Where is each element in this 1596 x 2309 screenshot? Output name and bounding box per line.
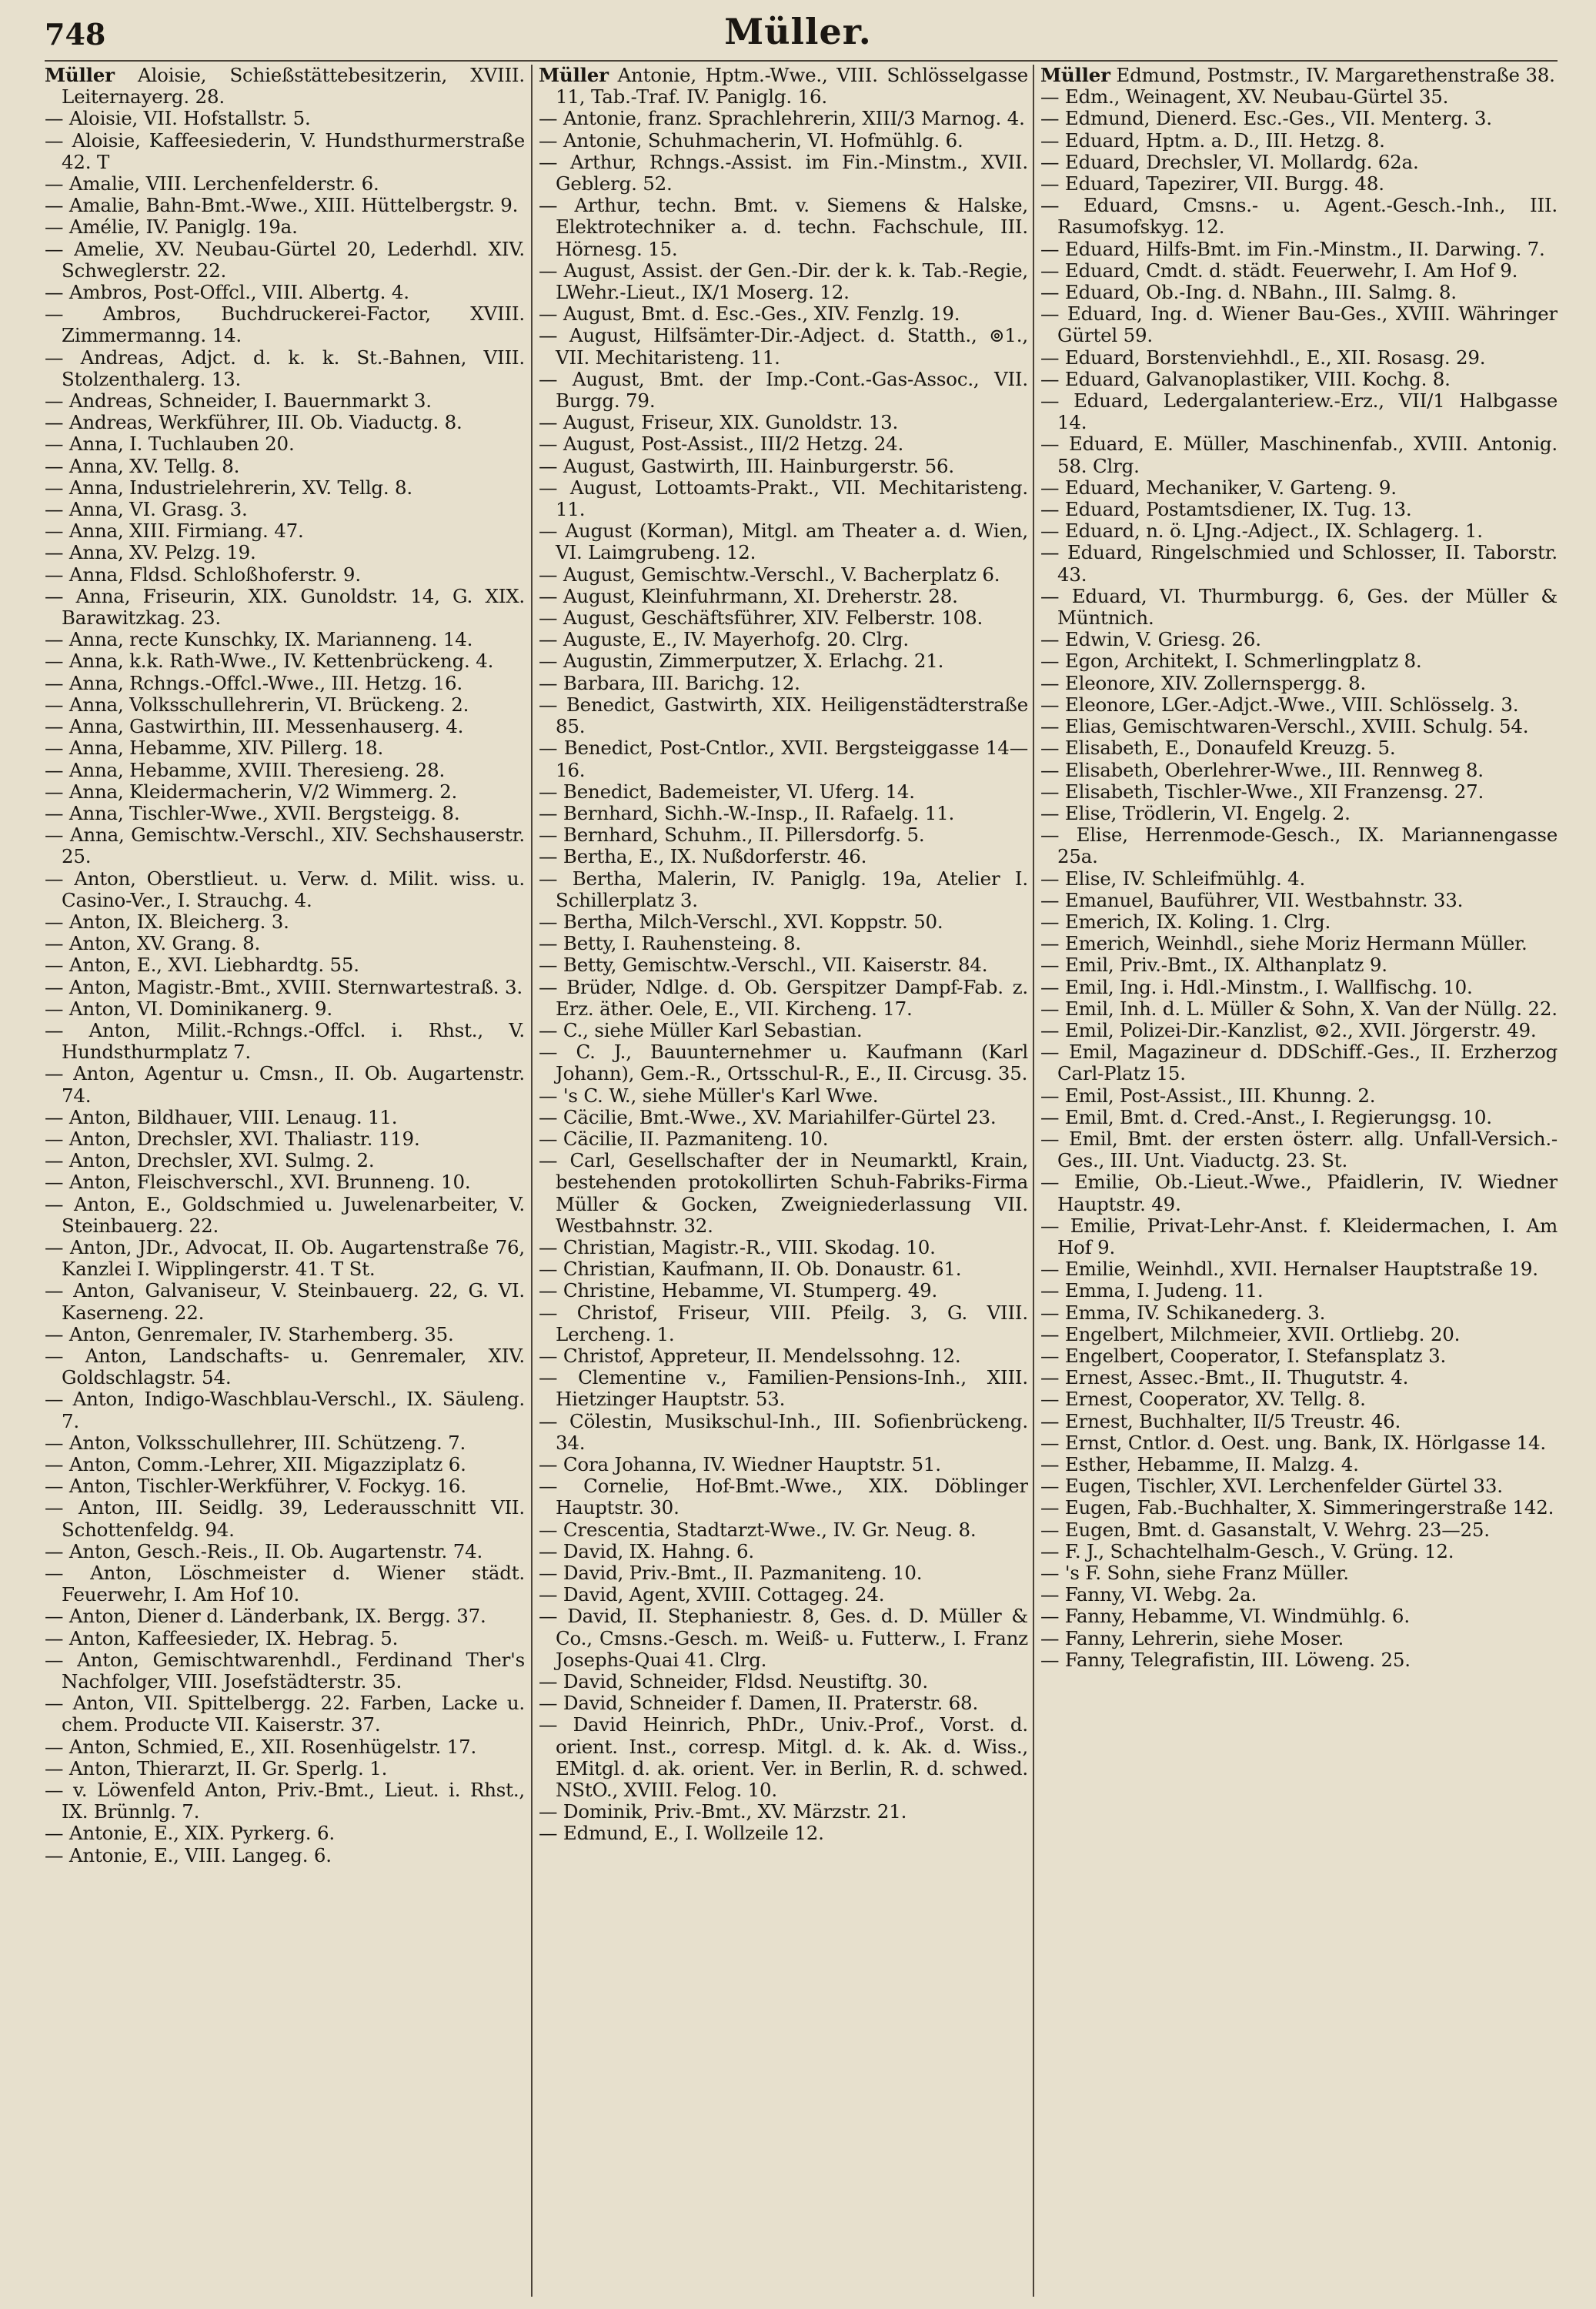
directory-entry: — Anton, XV. Grang. 8.	[45, 932, 261, 955]
directory-entry: — Christian, Magistr.-R., VIII. Skodag. 10.	[539, 1235, 936, 1258]
directory-entry: — Anton, Diener d. Länderbank, IX. Bergg. 37.	[45, 1605, 486, 1628]
directory-entry: — Eduard, Drechsler, VI. Mollardg. 62a.	[1040, 150, 1419, 173]
directory-entry: — Emilie, Ob.-Lieut.-Wwe., Pfaidlerin, IV. Wiedner Hauptstr. 49.	[1040, 1171, 1558, 1215]
directory-entry: — David, Schneider f. Damen, II. Praterstr. 68.	[539, 1692, 979, 1715]
directory-entry: — Edmund, Dienerd. Esc.-Ges., VII. Menterg. 3.	[1040, 107, 1492, 130]
directory-entry: — Emil, Polizei-Dir.-Kanzlist, ⊚2., XVII. Jörgerstr. 49.	[1040, 1018, 1537, 1041]
directory-entry: — Edm., Weinagent, XV. Neubau-Gürtel 35.	[1040, 85, 1449, 109]
directory-entry: — Cölestin, Musikschul-Inh., III. Sofienbrückeng. 34.	[539, 1409, 1028, 1454]
directory-entry: — Amelie, XV. Neubau-Gürtel 20, Lederhdl. XIV. Schweglerstr. 22.	[45, 237, 525, 282]
directory-entry: — Egon, Architekt, I. Schmerlingplatz 8.	[1040, 650, 1422, 673]
directory-entry: — Anton, Gesch.-Reis., II. Ob. Augartenstr. 74.	[45, 1539, 483, 1562]
directory-entry: — Anton, Drechsler, XVI. Sulmg. 2.	[45, 1149, 375, 1172]
directory-entry: — Emma, I. Judeng. 11.	[1040, 1279, 1264, 1302]
directory-entry: — Anton, Milit.-Rchngs.-Offcl. i. Rhst., V. Hundsthurmplatz 7.	[45, 1018, 525, 1064]
column-2	[539, 65, 1028, 2297]
directory-entry: — Amélie, IV. Paniglg. 19a.	[45, 216, 298, 239]
directory-entry: — Ambros, Post-Offcl., VIII. Albertg. 4.	[45, 281, 409, 304]
directory-entry: — Eduard, Cmsns.- u. Agent.-Gesch.-Inh., III. Rasumofskyg. 12.	[1040, 194, 1558, 239]
directory-entry: — Emma, IV. Schikanederg. 3.	[1040, 1301, 1326, 1324]
directory-entry: — Elise, Trödlerin, VI. Engelg. 2.	[1040, 801, 1351, 824]
directory-entry: — Barbara, III. Barichg. 12.	[539, 671, 800, 694]
directory-entry: — Emil, Bmt. d. Cred.-Anst., I. Regierungsg. 10.	[1040, 1105, 1492, 1128]
directory-entry: — Antonie, E., VIII. Langeg. 6.	[45, 1843, 332, 1866]
directory-entry: — Edmund, E., I. Wollzeile 12.	[539, 1822, 824, 1845]
directory-entry: — Christine, Hebamme, VI. Stumperg. 49.	[539, 1279, 938, 1302]
column-divider	[1033, 65, 1034, 2297]
directory-entry: — Engelbert, Cooperator, I. Stefansplatz 3.	[1040, 1344, 1447, 1367]
directory-entry: — Cora Johanna, IV. Wiedner Hauptstr. 51.	[539, 1453, 941, 1475]
directory-entry: — Eduard, E. Müller, Maschinenfab., XVIII. Antonig. 58. Clrg.	[1040, 433, 1558, 477]
directory-entry: Müller Aloisie, Schießstättebesitzerin, XVIII. Leiternayerg. 28.	[45, 65, 525, 109]
directory-entry: — Anton, Galvaniseur, V. Steinbauerg. 22, G. VI. Kaserneng. 22.	[45, 1279, 525, 1324]
directory-entry: — August, Gemischtw.-Verschl., V. Bacherplatz 6.	[539, 563, 1000, 586]
directory-entry: — 's F. Sohn, siehe Franz Müller.	[1040, 1562, 1349, 1585]
directory-entry: — Anna, Tischler-Wwe., XVII. Bergsteigg. 8.	[45, 801, 460, 824]
directory-entry: — Anton, E., Goldschmied u. Juwelenarbeiter, V. Steinbauerg. 22.	[45, 1192, 525, 1237]
directory-entry: — Ernest, Cooperator, XV. Tellg. 8.	[1040, 1388, 1366, 1411]
directory-entry: — Betty, I. Rauhensteing. 8.	[539, 932, 801, 955]
directory-entry: — Emilie, Privat-Lehr-Anst. f. Kleidermachen, I. Am Hof 9.	[1040, 1214, 1558, 1258]
directory-entry: — Anna, k.k. Rath-Wwe., IV. Kettenbrückeng. 4.	[45, 650, 494, 673]
directory-entry: — August, Bmt. d. Esc.-Ges., XIV. Fenzlg. 19.	[539, 302, 960, 326]
directory-entry: — Crescentia, Stadtarzt-Wwe., IV. Gr. Neug. 8.	[539, 1518, 977, 1541]
directory-entry: — David Heinrich, PhDr., Univ.-Prof., Vorst. d. orient. Inst., corresp. Mitgl. d. k. Ak. d. Wiss., EMitgl. d. ak. orient. Ver. in Berlin, R. d. schwed. NStO., XVIII. Felog. 10.	[539, 1713, 1028, 1802]
directory-entry: — Arthur, Rchngs.-Assist. im Fin.-Minstm., XVII. Geblerg. 52.	[539, 150, 1028, 195]
directory-entry: — 's C. W., siehe Müller's Karl Wwe.	[539, 1084, 879, 1107]
directory-entry: — Eleonore, XIV. Zollernspergg. 8.	[1040, 671, 1367, 694]
directory-entry: — Aloisie, VII. Hofstallstr. 5.	[45, 107, 311, 130]
directory-entry: — Eduard, Mechaniker, V. Garteng. 9.	[1040, 476, 1397, 499]
directory-entry: — Christof, Appreteur, II. Mendelssohng. 12.	[539, 1344, 961, 1367]
directory-entry: — Anna, Industrielehrerin, XV. Tellg. 8.	[45, 476, 413, 499]
directory-entry: — Christof, Friseur, VIII. Pfeilg. 3, G. VIII. Lercheng. 1.	[539, 1301, 1028, 1345]
directory-entry: — Eduard, VI. Thurmburgg. 6, Ges. der Müller & Müntnich.	[1040, 584, 1558, 630]
directory-entry: — Anna, recte Kunschky, IX. Marianneng. 14.	[45, 628, 473, 651]
directory-entry: — Eleonore, LGer.-Adjct.-Wwe., VIII. Schlösselg. 3.	[1040, 693, 1519, 716]
directory-entry: — Emil, Post-Assist., III. Khunng. 2.	[1040, 1084, 1376, 1107]
directory-entry: — Betty, Gemischtw.-Verschl., VII. Kaiserstr. 84.	[539, 954, 988, 977]
directory-entry: — August, Assist. der Gen.-Dir. der k. k. Tab.-Regie, LWehr.-Lieut., IX/1 Moserg. 12.	[539, 259, 1028, 304]
directory-entry: — Anna, Hebamme, XIV. Pillerg. 18.	[45, 737, 384, 760]
directory-entry: — Anton, Thierarzt, II. Gr. Sperlg. 1.	[45, 1756, 388, 1779]
directory-entry: — Bernhard, Sichh.-W.-Insp., II. Rafaelg. 11.	[539, 801, 955, 824]
directory-entry: — Anton, Kaffeesieder, IX. Hebrag. 5.	[45, 1626, 399, 1649]
directory-entry: — Benedict, Post-Cntlor., XVII. Bergsteiggasse 14—16.	[539, 737, 1028, 781]
directory-entry: — Cornelie, Hof-Bmt.-Wwe., XIX. Döblinger Hauptstr. 30.	[539, 1475, 1028, 1519]
directory-entry: — Eduard, Ing. d. Wiener Bau-Ges., XVIII. Währinger Gürtel 59.	[1040, 302, 1558, 347]
directory-entry: — Anton, Agentur u. Cmsn., II. Ob. Augartenstr. 74.	[45, 1062, 525, 1107]
directory-entry: — Anton, IX. Bleicherg. 3.	[45, 910, 289, 933]
directory-entry: — Christian, Kaufmann, II. Ob. Donaustr. 61.	[539, 1258, 962, 1281]
directory-entry: — Eduard, Hptm. a. D., III. Hetzg. 8.	[1040, 129, 1385, 152]
directory-entry: — Emanuel, Bauführer, VII. Westbahnstr. 33.	[1040, 888, 1464, 911]
header-rule	[45, 60, 1558, 62]
directory-entry: — Eduard, Ob.-Ing. d. NBahn., III. Salmg. 8.	[1040, 281, 1457, 304]
directory-entry: — Emilie, Weinhdl., XVII. Hernalser Hauptstraße 19.	[1040, 1258, 1538, 1281]
directory-entry: — David, Priv.-Bmt., II. Pazmaniteng. 10.	[539, 1562, 923, 1585]
directory-entry: — Elisabeth, Tischler-Wwe., XII Franzensg. 27.	[1040, 780, 1484, 803]
directory-entry: Müller Edmund, Postmstr., IV. Margarethenstraße 38.	[1040, 65, 1555, 86]
directory-entry: — David, IX. Hahng. 6.	[539, 1539, 754, 1562]
directory-entry: — Anton, Comm.-Lehrer, XII. Migazziplatz 6.	[45, 1453, 466, 1475]
directory-entry: — Emil, Priv.-Bmt., IX. Althanplatz 9.	[1040, 954, 1387, 977]
directory-entry: — Emerich, IX. Koling. 1. Clrg.	[1040, 910, 1331, 933]
directory-entry: — Amalie, Bahn-Bmt.-Wwe., XIII. Hüttelbergstr. 9.	[45, 194, 519, 217]
directory-entry: — Elisabeth, E., Donaufeld Kreuzg. 5.	[1040, 737, 1396, 760]
directory-entry: — August (Korman), Mitgl. am Theater a. d. Wien, VI. Laimgrubeng. 12.	[539, 520, 1028, 564]
directory-entry: — Fanny, Telegrafistin, III. Löweng. 25.	[1040, 1648, 1411, 1671]
directory-entry: — August, Kleinfuhrmann, XI. Dreherstr. 28.	[539, 584, 958, 607]
directory-entry: — Andreas, Werkführer, III. Ob. Viaductg. 8.	[45, 411, 462, 434]
column-divider	[531, 65, 533, 2297]
directory-entry: — Eduard, Galvanoplastiker, VIII. Kochg. 8.	[1040, 367, 1451, 390]
directory-entry: Müller Antonie, Hptm.-Wwe., VIII. Schlösselgasse 11, Tab.-Traf. IV. Paniglg. 16.	[539, 65, 1028, 109]
directory-entry: — Anna, I. Tuchlauben 20.	[45, 433, 295, 456]
directory-entry: — Anton, Schmied, E., XII. Rosenhügelstr. 17.	[45, 1735, 477, 1758]
directory-entry: — Anna, Volksschullehrerin, VI. Brückeng. 2.	[45, 693, 469, 716]
directory-entry: — August, Hilfsämter-Dir.-Adject. d. Statth., ⊚1., VII. Mechitaristeng. 11.	[539, 324, 1028, 369]
directory-entry: — Augustin, Zimmerputzer, X. Erlachg. 21.	[539, 650, 944, 673]
directory-entry: — Cäcilie, II. Pazmaniteng. 10.	[539, 1127, 829, 1150]
directory-entry: — Elisabeth, Oberlehrer-Wwe., III. Rennweg 8.	[1040, 758, 1484, 781]
directory-entry: — Anna, Rchngs.-Offcl.-Wwe., III. Hetzg. 16.	[45, 671, 462, 694]
directory-entry: — Antonie, Schuhmacherin, VI. Hofmühlg. 6.	[539, 129, 963, 152]
directory-entry: — Benedict, Gastwirth, XIX. Heiligenstädterstraße 85.	[539, 693, 1028, 738]
directory-entry: — Emil, Inh. d. L. Müller & Sohn, X. Van der Nüllg. 22.	[1040, 997, 1558, 1020]
directory-entry: — Auguste, E., IV. Mayerhofg. 20. Clrg.	[539, 628, 909, 651]
directory-entry: — Anton, Drechsler, XVI. Thaliastr. 119.	[45, 1127, 420, 1150]
column-1	[45, 65, 525, 2297]
directory-entry: — Cäcilie, Bmt.-Wwe., XV. Mariahilfer-Gürtel 23.	[539, 1105, 997, 1128]
directory-entry: — Anna, Hebamme, XVIII. Theresieng. 28.	[45, 758, 446, 781]
directory-entry: — Anton, VI. Dominikanerg. 9.	[45, 997, 333, 1020]
directory-entry: — Amalie, VIII. Lerchenfelderstr. 6.	[45, 172, 379, 195]
directory-entry: — Antonie, E., XIX. Pyrkerg. 6.	[45, 1822, 335, 1845]
directory-entry: — Eduard, Hilfs-Bmt. im Fin.-Minstm., II. Darwing. 7.	[1040, 237, 1545, 260]
directory-entry: — Andreas, Schneider, I. Bauernmarkt 3.	[45, 389, 432, 413]
directory-entry: — Fanny, Lehrerin, siehe Moser.	[1040, 1626, 1344, 1649]
directory-entry: — Eduard, Cmdt. d. städt. Feuerwehr, I. Am Hof 9.	[1040, 259, 1518, 282]
directory-entry: — Elise, IV. Schleifmühlg. 4.	[1040, 867, 1306, 890]
directory-entry: — Andreas, Adjct. d. k. k. St.-Bahnen, VIII. Stolzenthalerg. 13.	[45, 346, 525, 390]
directory-entry: — Anton, Indigo-Waschblau-Verschl., IX. Säuleng. 7.	[45, 1388, 525, 1432]
directory-entry: — Antonie, franz. Sprachlehrerin, XIII/3 Marnog. 4.	[539, 107, 1025, 130]
directory-entry: — Anna, XV. Tellg. 8.	[45, 454, 240, 477]
directory-entry: — Anton, Bildhauer, VIII. Lenaug. 11.	[45, 1105, 398, 1128]
directory-entry: — Eugen, Bmt. d. Gasanstalt, V. Wehrg. 23—25.	[1040, 1518, 1490, 1541]
directory-entry: — Eugen, Tischler, XVI. Lerchenfelder Gürtel 33.	[1040, 1475, 1503, 1498]
directory-entry: — Eduard, Ledergalanteriew.-Erz., VII/1 Halbgasse 14.	[1040, 389, 1558, 434]
directory-entry: — Benedict, Bademeister, VI. Uferg. 14.	[539, 780, 915, 803]
directory-entry: — C., siehe Müller Karl Sebastian.	[539, 1018, 863, 1041]
directory-entry: — Clementine v., Familien-Pensions-Inh., XIII. Hietzinger Hauptstr. 53.	[539, 1366, 1028, 1411]
directory-entry: — Eduard, n. ö. LJng.-Adject., IX. Schlagerg. 1.	[1040, 520, 1483, 543]
page-number: 748	[45, 17, 106, 52]
directory-entry: — Ernst, Cntlor. d. Oest. ung. Bank, IX. Hörlgasse 14.	[1040, 1431, 1546, 1454]
directory-entry: — Eugen, Fab.-Buchhalter, X. Simmeringerstraße 142.	[1040, 1496, 1554, 1519]
directory-entry: — F. J., Schachtelhalm-Gesch., V. Grüng. 12.	[1040, 1539, 1454, 1562]
directory-entry: — Anton, III. Seidlg. 39, Lederausschnitt VII. Schottenfeldg. 94.	[45, 1496, 525, 1541]
directory-entry: — Eduard, Ringelschmied und Schlosser, II. Taborstr. 43.	[1040, 541, 1558, 586]
directory-entry: — Esther, Hebamme, II. Malzg. 4.	[1040, 1453, 1359, 1475]
directory-entry: — Anton, Tischler-Werkführer, V. Fockyg. 16.	[45, 1475, 466, 1498]
directory-entry: — Anton, Volksschullehrer, III. Schützeng. 7.	[45, 1431, 466, 1454]
directory-entry: — David, II. Stephaniestr. 8, Ges. d. D. Müller & Co., Cmsns.-Gesch. m. Weiß- u. Futterw., I. Franz Josephs-Quai 41. Clrg.	[539, 1605, 1028, 1671]
directory-entry: — August, Post-Assist., III/2 Hetzg. 24.	[539, 433, 904, 456]
directory-entry: — Anton, Oberstlieut. u. Verw. d. Milit. wiss. u. Casino-Ver., I. Strauchg. 4.	[45, 867, 525, 911]
directory-entry: — Emil, Bmt. der ersten österr. allg. Unfall-Versich.-Ges., III. Unt. Viaductg. 23. St.	[1040, 1127, 1558, 1172]
directory-entry: — Anton, E., XVI. Liebhardtg. 55.	[45, 954, 359, 977]
directory-entry: — Anton, Löschmeister d. Wiener städt. Feuerwehr, I. Am Hof 10.	[45, 1562, 525, 1606]
directory-entry: — Anna, Fldsd. Schloßhoferstr. 9.	[45, 563, 361, 586]
directory-entry: — Anna, Gemischtw.-Verschl., XIV. Sechshauserstr. 25.	[45, 824, 525, 868]
directory-entry: — Anna, VI. Grasg. 3.	[45, 498, 248, 521]
directory-entry: — Anna, Kleidermacherin, V/2 Wimmerg. 2.	[45, 780, 458, 803]
directory-entry: — Aloisie, Kaffeesiederin, V. Hundsthurmerstraße 42. T	[45, 129, 525, 173]
directory-entry: — Fanny, VI. Webg. 2a.	[1040, 1583, 1257, 1606]
directory-entry: — Engelbert, Milchmeier, XVII. Ortliebg. 20.	[1040, 1322, 1461, 1345]
directory-entry: — Anton, VII. Spittelbergg. 22. Farben, Lacke u. chem. Producte VII. Kaiserstr. 37.	[45, 1692, 525, 1736]
directory-entry: — Emil, Magazineur d. DDSchiff.-Ges., II. Erzherzog Carl-Platz 15.	[1040, 1041, 1558, 1085]
directory-entry: — August, Bmt. der Imp.-Cont.-Gas-Assoc., VII. Burgg. 79.	[539, 367, 1028, 413]
directory-entry: — Emerich, Weinhdl., siehe Moriz Hermann Müller.	[1040, 932, 1528, 955]
directory-entry: — Anna, XV. Pelzg. 19.	[45, 541, 256, 564]
directory-entry: — Dominik, Priv.-Bmt., XV. Märzstr. 21.	[539, 1800, 907, 1823]
directory-entry: — Edwin, V. Griesg. 26.	[1040, 628, 1261, 651]
directory-entry: — Anna, Friseurin, XIX. Gunoldstr. 14, G. XIX. Barawitzkag. 23.	[45, 584, 525, 630]
directory-entry: — Elise, Herrenmode-Gesch., IX. Mariannengasse 25a.	[1040, 824, 1558, 868]
directory-entry: — August, Friseur, XIX. Gunoldstr. 13.	[539, 411, 899, 434]
directory-entry: — Ernest, Assec.-Bmt., II. Thugutstr. 4.	[1040, 1366, 1409, 1389]
directory-entry: — C. J., Bauunternehmer u. Kaufmann (Karl Johann), Gem.-R., Ortsschul-R., E., II. Circusg. 35.	[539, 1041, 1028, 1085]
directory-entry: — Bertha, Malerin, IV. Paniglg. 19a, Atelier I. Schillerplatz 3.	[539, 867, 1028, 911]
directory-entry: — Ernest, Buchhalter, II/5 Treustr. 46.	[1040, 1409, 1401, 1432]
directory-entry: — Eduard, Tapezirer, VII. Burgg. 48.	[1040, 172, 1384, 195]
directory-entry: — Anna, XIII. Firmiang. 47.	[45, 520, 304, 543]
directory-entry: — Anton, Gemischtwarenhdl., Ferdinand Ther's Nachfolger, VIII. Josefstädterstr. 35.	[45, 1648, 525, 1693]
directory-entry: — August, Lottoamts-Prakt., VII. Mechitaristeng. 11.	[539, 476, 1028, 521]
directory-entry: — Anton, Landschafts- u. Genremaler, XIV. Goldschlagstr. 54.	[45, 1344, 525, 1389]
directory-entry: — Arthur, techn. Bmt. v. Siemens & Halske, Elektrotechniker a. d. techn. Fachschule, III. Hörnesg. 15.	[539, 194, 1028, 260]
directory-entry: — Anna, Gastwirthin, III. Messenhauserg. 4.	[45, 715, 464, 738]
page-title: Müller.	[724, 11, 872, 52]
directory-entry: — Elias, Gemischtwaren-Verschl., XVIII. Schulg. 54.	[1040, 715, 1529, 738]
directory-entry: — Anton, Genremaler, IV. Starhemberg. 35.	[45, 1322, 454, 1345]
directory-entry: — v. Löwenfeld Anton, Priv.-Bmt., Lieut. i. Rhst., IX. Brünnlg. 7.	[45, 1779, 525, 1823]
directory-entry: — Bernhard, Schuhm., II. Pillersdorfg. 5.	[539, 824, 925, 847]
directory-entry: — Brüder, Ndlge. d. Ob. Gerspitzer Dampf-Fab. z. Erz. äther. Oele, E., VII. Kircheng. 17.	[539, 975, 1028, 1020]
directory-entry: — David, Schneider, Fldsd. Neustiftg. 30.	[539, 1670, 928, 1693]
directory-entry: — Ambros, Buchdruckerei-Factor, XVIII. Zimmermanng. 14.	[45, 302, 525, 347]
directory-entry: — Fanny, Hebamme, VI. Windmühlg. 6.	[1040, 1605, 1410, 1628]
directory-entry: — August, Gastwirth, III. Hainburgerstr. 56.	[539, 454, 954, 477]
directory-entry: — Anton, Magistr.-Bmt., XVIII. Sternwartestraß. 3.	[45, 975, 523, 998]
column-3	[1040, 65, 1558, 2297]
directory-entry: — David, Agent, XVIII. Cottageg. 24.	[539, 1583, 885, 1606]
directory-entry: — Eduard, Borstenviehhdl., E., XII. Rosasg. 29.	[1040, 346, 1486, 369]
directory-entry: — Emil, Ing. i. Hdl.-Minstm., I. Wallfischg. 10.	[1040, 975, 1473, 998]
directory-entry: — Eduard, Postamtsdiener, IX. Tug. 13.	[1040, 498, 1412, 521]
directory-entry: — Carl, Gesellschafter der in Neumarktl, Krain, bestehenden protokollirten Schuh-Fabriks-Firma Müller & Gocken, Zweigniederlassung VII. Westbahnstr. 32.	[539, 1149, 1028, 1237]
directory-entry: — August, Geschäftsführer, XIV. Felberstr. 108.	[539, 606, 983, 630]
directory-entry: — Anton, JDr., Advocat, II. Ob. Augartenstraße 76, Kanzlei I. Wipplingerstr. 41. T St.	[45, 1235, 525, 1281]
directory-entry: — Bertha, E., IX. Nußdorferstr. 46.	[539, 845, 867, 868]
directory-entry: — Bertha, Milch-Verschl., XVI. Koppstr. 50.	[539, 910, 943, 933]
directory-entry: — Anton, Fleischverschl., XVI. Brunneng. 10.	[45, 1171, 471, 1194]
